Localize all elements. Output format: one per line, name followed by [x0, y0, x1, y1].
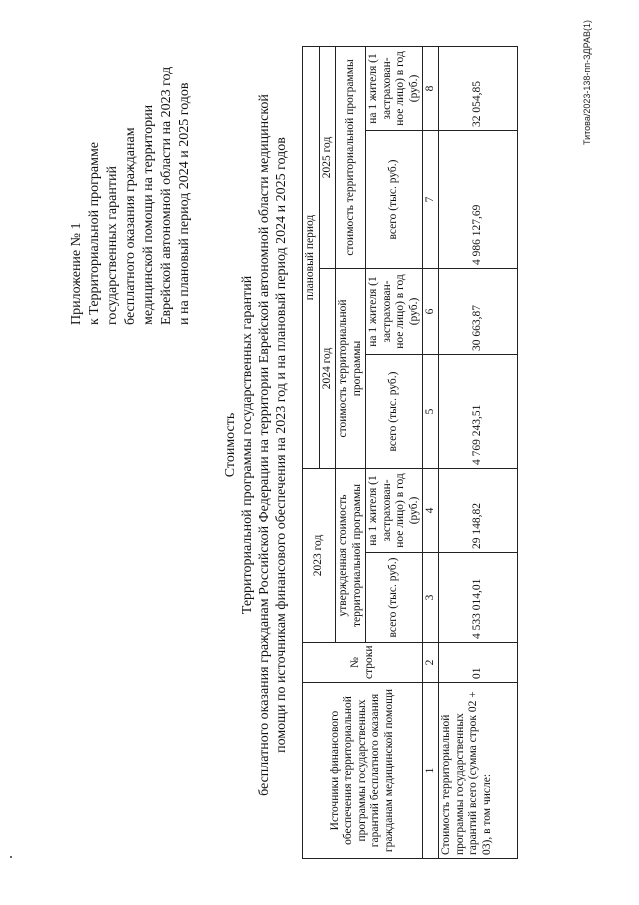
row-source-name: Стоимость территориальной программы государственных гарантий всего (сумма строк 02 + 03), в том числе:	[439, 683, 518, 859]
cell-total-2023: 4 533 014,01	[439, 553, 518, 643]
header-planned-period: плановый период	[303, 46, 320, 468]
column-number: 3	[423, 553, 439, 643]
header-cost-2025: стоимость территориальной программы	[336, 46, 366, 268]
column-number: 6	[423, 268, 439, 354]
scan-speck	[10, 856, 12, 858]
header-row-number: № строки	[303, 643, 423, 683]
appendix-line: к Территориальной программе	[87, 141, 102, 325]
header-total-2023: всего (тыс. руб.)	[366, 553, 423, 643]
header-per-resident-2023: на 1 жителя (1 застрахован-ное лицо) в год (руб.)	[366, 468, 423, 552]
column-number: 2	[423, 643, 439, 683]
cost-table	[302, 46, 518, 859]
column-number-row	[423, 46, 439, 858]
appendix-line: Еврейской автономной области на 2023 год	[159, 66, 174, 325]
cell-per-resident-2025: 32 054,85	[439, 46, 518, 130]
appendix-line: Приложение № 1	[69, 222, 84, 325]
column-number: 1	[423, 683, 439, 859]
appendix-header	[68, 35, 194, 325]
cell-total-2025: 4 986 127,69	[439, 130, 518, 268]
title-line: бесплатного оказания гражданам Российской Федерации на территории Еврейской автономной области медицинской	[257, 94, 272, 796]
header-per-resident-2024: на 1 жителя (1 застрахован-ное лицо) в год (руб.)	[366, 268, 423, 354]
column-number: 7	[423, 130, 439, 268]
cell-per-resident-2023: 29 148,82	[439, 468, 518, 552]
cost-table-wrapper	[302, 47, 518, 859]
row-number: 01	[439, 643, 518, 683]
cell-per-resident-2024: 30 663,87	[439, 268, 518, 354]
header-year-2025: 2025 год	[319, 46, 336, 268]
column-number: 4	[423, 468, 439, 552]
cell-total-2024: 4 769 243,51	[439, 354, 518, 468]
title-line: Территориальной программы государственных гарантий	[240, 275, 255, 615]
appendix-line: государственных гарантий	[105, 166, 120, 325]
table-row	[439, 46, 518, 858]
header-total-2025: всего (тыс. руб.)	[366, 130, 423, 268]
title-line: помощи по источникам финансового обеспечения на 2023 год и на плановый период 2024 и 2025 годов	[274, 137, 289, 753]
title-line: Стоимость	[223, 412, 238, 478]
appendix-line: бесплатного оказания гражданам	[123, 127, 138, 325]
header-cost-2024: стоимость территориальной программы	[336, 268, 366, 468]
document-title	[222, 45, 290, 845]
appendix-line: медицинской помощи на территории	[141, 104, 156, 325]
appendix-line: и на плановый период 2024 и 2025 годов	[177, 82, 192, 325]
column-number: 8	[423, 46, 439, 130]
header-total-2024: всего (тыс. руб.)	[366, 354, 423, 468]
column-number: 5	[423, 354, 439, 468]
header-source: Источники финансового обеспечения территориальной программы государственных гарантий бесплатного оказания гражданам медицинской помощи	[303, 683, 423, 859]
header-year-2023: 2023 год	[303, 468, 336, 642]
header-approved-cost: утвержденная стоимость территориальной программы	[336, 468, 366, 642]
header-year-2024: 2024 год	[319, 268, 336, 468]
header-per-resident-2025: на 1 жителя (1 застрахован-ное лицо) в год (руб.)	[366, 46, 423, 130]
document-footer-code: Титова/2023-138-пп-ЗДРАВ(1)	[582, 19, 592, 145]
